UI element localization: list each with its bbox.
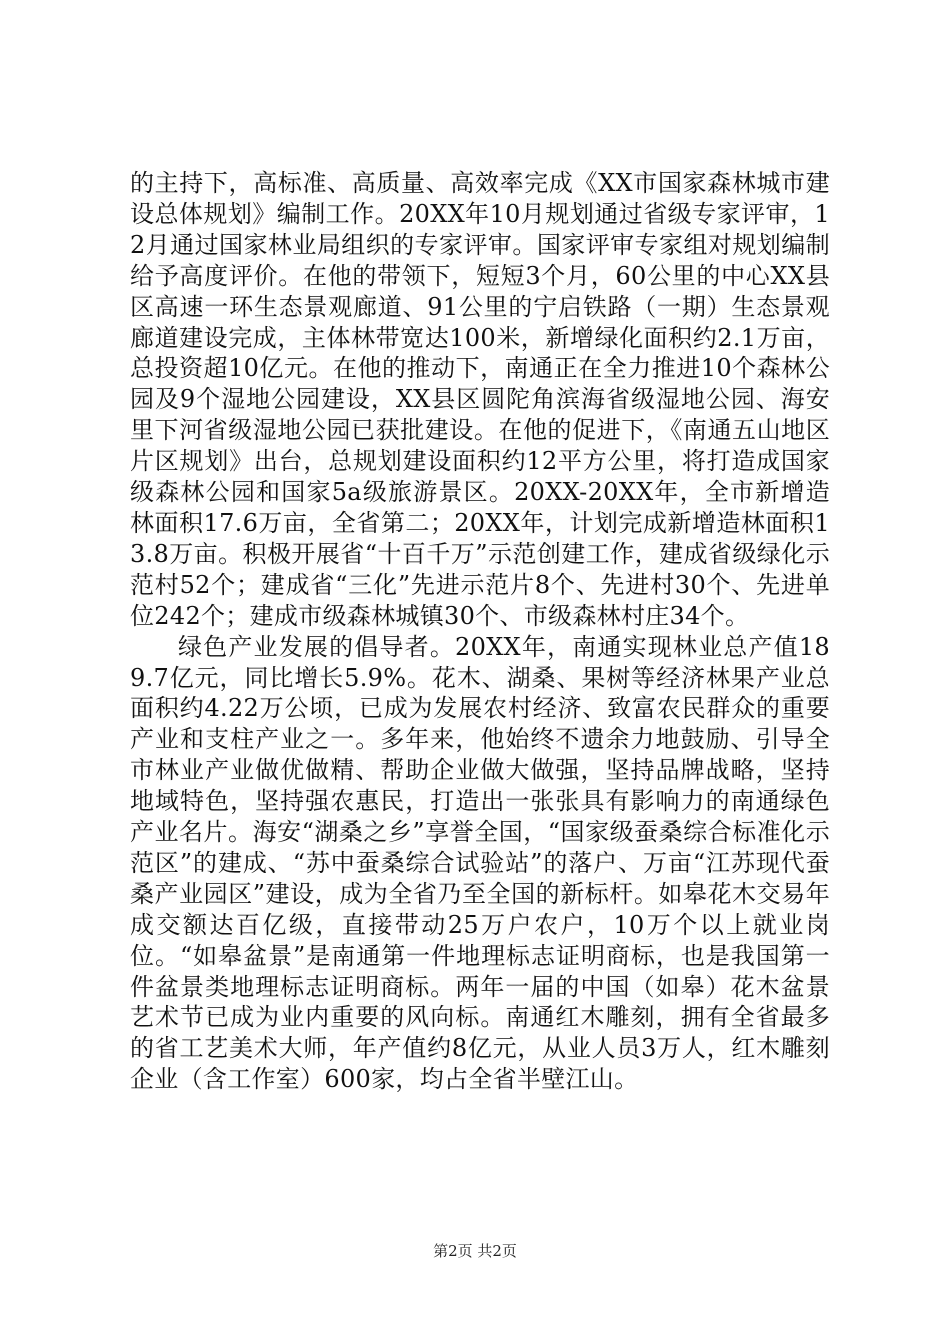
paragraph-2: 绿色产业发展的倡导者。20XX年，南通实现林业总产值189.7亿元，同比增长5.9%。花木、湖桑、果树等经济林果产业总面积约4.22万公顷，已成为发展农村经济、致富农民群众的重要产业和支柱产业之一。多年来，他始终不遗余力地鼓励、引导全市林业产业做优做精、帮助企业做大做强，坚持品牌战略，坚持地域特色，坚持强农惠民，打造出一张张具有影响力的南通绿色产业名片。海安“湖桑之乡”享誉全国，“国家级蚕桑综合标准化示范区”的建成、“苏中蚕桑综合试验站”的落户、万亩“江苏现代蚕桑产业园区”建设，成为全省乃至全国的新标杆。如皋花木交易年成交额达百亿级，直接带动25万户农户，10万个以上就业岗位。“如皋盆景”是南通第一件地理标志证明商标，也是我国第一件盆景类地理标志证明商标。两年一届的中国（如皋）花木盆景艺术节已成为业内重要的风向标。南通红木雕刻，拥有全省最多的省工艺美术大师，年产值约8亿元，从业人员3万人，红木雕刻企业（含工作室）600家，均占全省半壁江山。 <box>130 632 830 1094</box>
body-text <box>130 168 830 1095</box>
paragraph-1: 的主持下，高标准、高质量、高效率完成《XX市国家森林城市建设总体规划》编制工作。20XX年10月规划通过省级专家评审，12月通过国家林业局组织的专家评审。国家评审专家组对规划编制给予高度评价。在他的带领下，短短3个月，60公里的中心XX县区高速一环生态景观廊道、91公里的宁启铁路（一期）生态景观廊道建设完成，主体林带宽达100米，新增绿化面积约2.1万亩，总投资超10亿元。在他的推动下，南通正在全力推进10个森林公园及9个湿地公园建设，XX县区圆陀角滨海省级湿地公园、海安里下河省级湿地公园已获批建设。在他的促进下，《南通五山地区片区规划》出台，总规划建设面积约12平方公里，将打造成国家级森林公园和国家5a级旅游景区。20XX-20XX年，全市新增造林面积17.6万亩，全省第二；20XX年，计划完成新增造林面积13.8万亩。积极开展省“十百千万”示范创建工作，建成省级绿化示范村52个；建成省“三化”先进示范片8个、先进村30个、先进单位242个；建成市级森林城镇30个、市级森林村庄34个。 <box>130 169 830 630</box>
page-number: 第2页 共2页 <box>433 1242 517 1260</box>
page-footer <box>0 1241 950 1261</box>
